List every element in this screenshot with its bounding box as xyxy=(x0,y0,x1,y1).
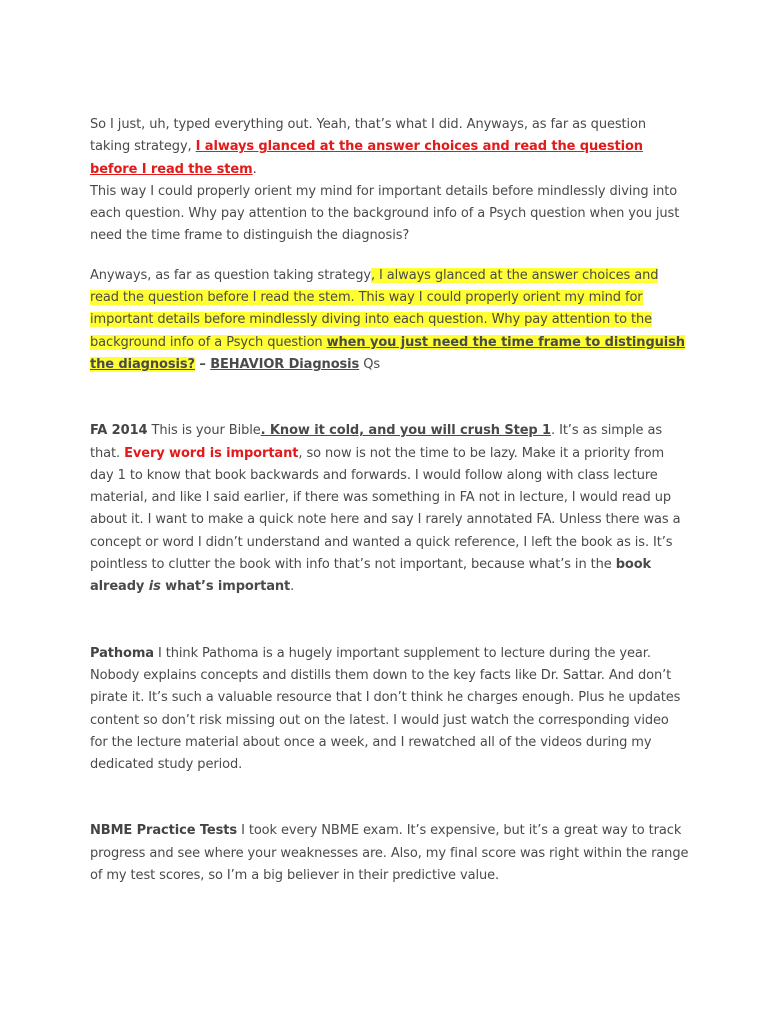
intro-paragraph xyxy=(90,114,690,181)
nbme-text: I took every NBME exam. It’s expensive, but it’s a great way to track progress and see where your weaknesses are. Also, my final score was right within the range of my test scores, so I’m a big believer in their predictive value. xyxy=(90,823,689,884)
pathoma-heading: Pathoma xyxy=(90,645,154,661)
document-body xyxy=(90,114,690,887)
pathoma-text: I think Pathoma is a hugely important supplement to lecture during the year. Nobody explains concepts and distills them down to the key facts like Dr. Sattar. And don’t pirate it. It’s such a valuable resource that I don’t think he charges enough. Plus he updates content so don’t risk missing out on the latest. I would just watch the corresponding video for the lecture material about once a week, and I rewatched all of the videos during my dedicated study period. xyxy=(90,645,681,773)
fa-crush-step1: . Know it cold, and you will crush Step 1 xyxy=(260,423,552,439)
highlighted-paragraph xyxy=(90,265,690,376)
fa-is: is xyxy=(148,579,161,595)
strategy-intro: Anyways, as far as question taking strategy xyxy=(90,267,371,283)
qs-text: Qs xyxy=(359,356,381,372)
nbme-heading: NBME Practice Tests xyxy=(90,823,238,839)
fa-text-2: . It’s as simple as that. xyxy=(90,423,663,461)
highlighted-text: , I always glanced at the answer choices and read the question before I read the stem. This way I could properly orient my mind for important details before mindlessly diving into each question. Why pay attention to the background info of a Psych question xyxy=(90,267,659,350)
fa-paragraph xyxy=(90,420,690,598)
behavior-diagnosis-tag: BEHAVIOR Diagnosis xyxy=(210,356,360,372)
dash: – xyxy=(194,356,211,372)
fa-every-word-important: Every word is important xyxy=(124,445,299,461)
orient-paragraph: This way I could properly orient my mind for important details before mindlessly diving into each question. Why pay attention to the background info of a Psych question when you just need the time frame to distinguish the diagnosis? xyxy=(90,183,680,244)
pathoma-paragraph xyxy=(90,643,690,777)
fa-text-1: This is your Bible xyxy=(147,423,261,439)
nbme-paragraph xyxy=(90,820,690,887)
intro-period: . xyxy=(252,161,257,177)
fa-whats-important: what’s important xyxy=(160,579,291,595)
fa-heading: FA 2014 xyxy=(90,423,148,439)
fa-book-already: book already xyxy=(90,557,652,595)
highlighted-bold-text: when you just need the time frame to distinguish the diagnosis? xyxy=(90,334,685,372)
intro-text: So I just, uh, typed everything out. Yeah, that’s what I did. Anyways, as far as question taking strategy, xyxy=(90,117,647,155)
fa-text-3: , so now is not the time to be lazy. Make it a priority from day 1 to know that book backwards and forwards. I would follow along with class lecture material, and like I said earlier, if there was something in FA not in lecture, I would read up about it. I want to make a quick note here and say I rarely annotated FA. Unless there was a concept or word I didn’t understand and wanted a quick reference, I left the book as is. It’s pointless to clutter the book with info that’s not important, because what’s in the xyxy=(90,445,681,573)
fa-period: . xyxy=(290,579,295,595)
strategy-emphasis: I always glanced at the answer choices and read the question before I read the stem xyxy=(90,139,643,177)
